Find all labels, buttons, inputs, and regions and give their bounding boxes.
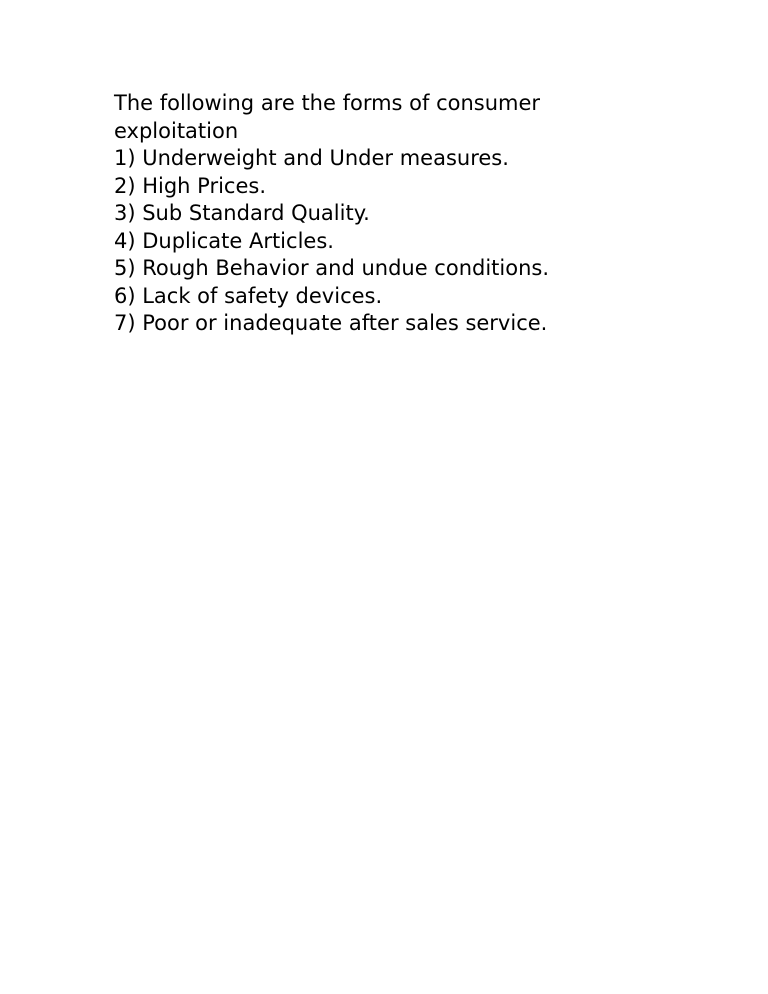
list-item: 5) Rough Behavior and undue conditions. — [114, 256, 550, 280]
list-item: 4) Duplicate Articles. — [114, 228, 334, 253]
list-item: 3) Sub Standard Quality. — [114, 201, 370, 225]
document-body — [114, 90, 634, 338]
list-item: 1) Underweight and Under measures. — [114, 146, 509, 170]
intro-text-line-2: exploitation — [114, 118, 239, 143]
list-item: 6) Lack of safety devices. — [114, 283, 383, 308]
intro-text-line-1: The following are the forms of consumer — [114, 91, 541, 115]
list-item: 7) Poor or inadequate after sales service. — [114, 311, 548, 335]
list-item: 2) High Prices. — [114, 173, 267, 198]
